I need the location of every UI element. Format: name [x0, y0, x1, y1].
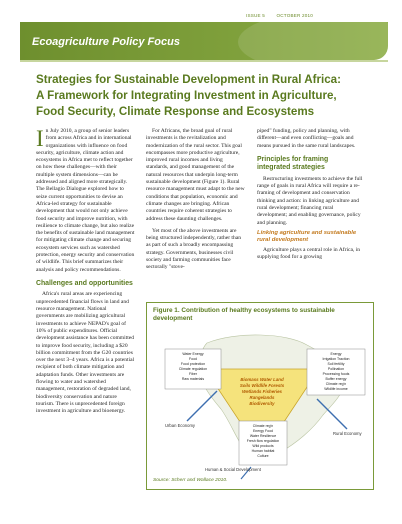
intro-paragraph: [36, 128, 135, 274]
goals-paragraph: For Africans, the broad goal of rural investments is the revitalization and modernization of the rural sector. This goal encompasses more productive agriculture, improved rural incomes and living standards, and good management of the natural resources that underpin long-term sustainable development (Figure 1). Rural resource management must adapt to the new conditions that population, economic and climate changes are bringing. African countries require coherent strategies to address these daunting challenges.: [146, 128, 245, 222]
human-label-6: Culture: [257, 454, 269, 458]
eco-label-2: Wetlands Fisheries: [242, 389, 282, 394]
rural-economy-label: Rural Economy: [333, 431, 362, 436]
masthead-rule: [20, 60, 388, 62]
section-heading-principles: Principles for framing integrated strategies: [257, 155, 329, 172]
article-title: [36, 72, 376, 119]
investments-paragraph: Yet most of the above investments are being structured independently, rather than as part of such a broadly encompassing strategy. Governments, businesses civil society and farming communities face sectorally "stove-: [146, 227, 241, 271]
arrow-left: [187, 391, 217, 421]
human-label-1: Energy Food: [252, 429, 274, 433]
rural-label-4: Processing foods: [322, 372, 350, 376]
column-2: [146, 128, 245, 272]
eco-label-1: Soils Wildlife Forests: [239, 383, 285, 388]
column-3: [257, 128, 363, 261]
continued-paragraph: piped" funding, policy and planning, with different—and even conflicting—goals and means pursued in the same rural landscapes.: [257, 128, 356, 149]
banner-swoosh: [238, 22, 388, 60]
rural-services-labels: [322, 352, 349, 391]
eco-label-4: Biodiversity: [249, 401, 275, 406]
principles-paragraph: Restructuring investments to achieve the full range of goals in rural Africa will require a re-framing of development and conservation thinking and action: in linking agriculture and rural development; financing rural development; and enabling governance, policy and planning.: [257, 175, 363, 226]
figure-diagram: [147, 303, 373, 489]
urban-label-1: Food: [189, 357, 197, 361]
figure-source: Source: Scherr and Wallace 2010.: [153, 478, 228, 483]
eco-label-0: Biomass Water Land: [240, 377, 284, 382]
rural-label-0: Energy: [330, 352, 342, 356]
issue-date: OCTOBER 2010: [276, 13, 314, 18]
rural-label-6: Climate reg'n: [325, 382, 347, 386]
issue-number: ISSUE 5: [246, 13, 266, 18]
intro-text: n July 2010, a group of senior leaders from across Africa and in international organizations with influence on food security, agriculture, climate action and ecosystems in Africa met to reflect together on how these challenges—with their multiple system dimensions—can be addressed and aligned more strategically. The Bellagio Dialogue explored how to seize current opportunities to devise an Africa-led strategy for sustainable development that would not only achieve food security and improve nutrition, with resilience to climate change, but also realize the benefits of sustainable land management for mitigating climate change and securing ecosystem services such as watershed protection, energy security and conservation of wildlife. This brief summarizes their analysis and policy recommendations.: [36, 128, 135, 273]
title-line-3: Food Security, Climate Response and Ecosystems: [36, 104, 315, 118]
rural-label-5: Buffer energy: [325, 377, 347, 381]
drop-cap: I: [36, 126, 44, 151]
rural-label-2: Soil fertility: [327, 362, 345, 366]
human-label-0: Climate reg'n: [252, 424, 274, 428]
human-label-4: Wild products: [252, 444, 274, 448]
subheading-linking: Linking agriculture and sustainable rural development: [257, 229, 357, 244]
title-line-2: A Framework for Integrating Investment in Agriculture,: [36, 88, 337, 102]
urban-label-2: Food protection: [180, 362, 206, 366]
title-line-1: Strategies for Sustainable Development in Rural Africa:: [36, 73, 341, 86]
human-label-3: Fresh flow regulation: [246, 439, 280, 443]
agriculture-paragraph: Agriculture plays a central role in Africa, in supplying food for a growing: [257, 246, 361, 260]
eco-label-3: Rangelands: [249, 395, 275, 400]
human-label-5: Human habitat: [251, 449, 275, 453]
rural-label-1: Irrigation Traction: [322, 357, 350, 361]
figure-1: [146, 302, 374, 490]
human-label-2: Water Resilience: [249, 434, 277, 438]
urban-label-4: Fiber: [189, 372, 197, 376]
urban-label-5: Raw materials: [181, 377, 205, 381]
column-1: [36, 128, 135, 415]
masthead-banner: [20, 22, 388, 60]
urban-label-0: Water Energy: [182, 352, 204, 356]
rural-label-3: Pollination: [327, 367, 345, 371]
urban-label-3: Climate regulation: [178, 367, 208, 371]
section-heading-challenges: Challenges and opportunities: [36, 279, 133, 287]
urban-economy-label: Urban Economy: [165, 423, 196, 428]
rural-label-7: Wildlife income: [324, 387, 348, 391]
challenges-paragraph: Africa's rural areas are experiencing unprecedented financial flows in land and resource management. National governments are mobilizing agricultural investments to achieve NEPAD's goal of 10% of public expenditures. Official development assistance has been committed to improve food security, including a $20 billion commitment from the G20 countries over the next 3–4 years. Africa is a potential recipient of both climate mitigation and adaptation funds. Other investments are flowing to water and watershed management, restoration of degraded land, biodiversity conservation and nature tourism. There is unprecedented foreign investment in agriculture and bioenergy.: [36, 291, 135, 415]
human-development-label: Human & Social Development: [205, 467, 261, 472]
figure-title: Figure 1. Contribution of healthy ecosystems to sustainable development: [153, 307, 335, 322]
masthead-title: Ecoagriculture Policy Focus: [32, 36, 180, 48]
